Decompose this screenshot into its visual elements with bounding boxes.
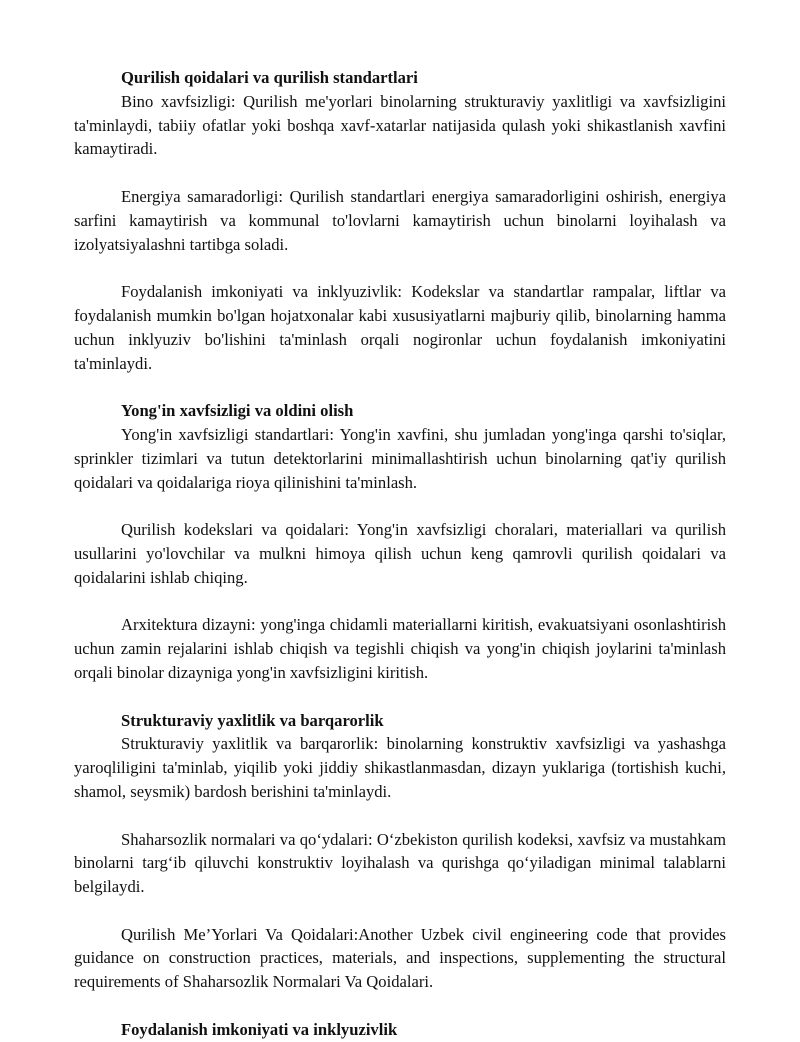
paragraph: Shaharsozlik normalari va qo‘ydalari: O‘zbekiston qurilish kodeksi, xavfsiz va mustahkam binolarni targ‘ib qiluvchi konstruktiv loyihalash va qurishga qo‘yiladigan minimal talablarni belgilaydi. [74, 829, 726, 897]
document-page [74, 66, 726, 1042]
paragraph: Qurilish kodekslari va qoidalari: Yong'in xavfsizligi choralari, materiallari va qurilish usullarini yo'lovchilar va mulkni himoya qilish uchun keng qamrovli qurilish qoidalari va qoidalarini ishlab chiqing. [74, 520, 726, 587]
paragraph: Strukturaviy yaxlitlik va barqarorlik: binolarning konstruktiv xavfsizligi va yashashga yaroqliligini ta'minlab, yiqilib yoki jiddiy shikastlanmasdan, dizayn yuklariga (tortishish kuchi, shamol, seysmik) bardosh berishini ta'minlaydi. [74, 734, 726, 801]
paragraph: Qurilish Me’Yorlari Va Qoidalari:Another Uzbek civil engineering code that provides guidance on construction practices, materials, and inspections, supplementing the structural requirements of Shaharsozlik Normalari Va Qoidalari. [74, 924, 726, 992]
paragraph: Energiya samaradorligi: Qurilish standartlari energiya samaradorligini oshirish, energiya sarfini kamaytirish va kommunal to'lovlarni kamaytirish uchun binolarni loyihalash va izolyatsiyalashni tartibga soladi. [74, 186, 726, 254]
section-heading: Yong'in xavfsizligi va oldini olish [121, 401, 354, 421]
paragraph: Arxitektura dizayni: yong'inga chidamli materiallarni kiritish, evakuatsiyani osonlashtirish uchun zamin rejalarini ishlab chiqish va tegishli chiqish va yong'in chiqish joylarini ta'minlash orqali binolar dizayniga yong'in xavfsizligini kiritish. [74, 615, 726, 682]
section-heading: Foydalanish imkoniyati va inklyuzivlik [121, 1019, 398, 1039]
paragraph: Foydalanish imkoniyati va inklyuzivlik: Kodekslar va standartlar rampalar, liftlar va foydalanish mumkin bo'lgan hojatxonalar kabi xususiyatlarni majburiy qilib, binolarning hamma uchun inklyuziv bo'lishini ta'minlash orqali nogironlar uchun foydalanish imkoniyatini ta'minlaydi. [74, 282, 726, 373]
section-heading: Strukturaviy yaxlitlik va barqarorlik [121, 710, 384, 730]
paragraph: Bino xavfsizligi: Qurilish me'yorlari binolarning strukturaviy yaxlitligi va xavfsizligini ta'minlaydi, tabiiy ofatlar yoki boshqa xavf-xatarlar natijasida qulash yoki shikastlanish xavfini kamaytiradi. [74, 91, 726, 159]
paragraph: Yong'in xavfsizligi standartlari: Yong'in xavfini, shu jumladan yong'inga qarshi to'siqlar, sprinkler tizimlari va tutun detektorlarini minimallashtirish uchun binolarning qat'iy qurilish qoidalari va qoidalariga rioya qilinishini ta'minlash. [74, 424, 726, 492]
section-heading: Qurilish qoidalari va qurilish standartlari [121, 68, 418, 87]
